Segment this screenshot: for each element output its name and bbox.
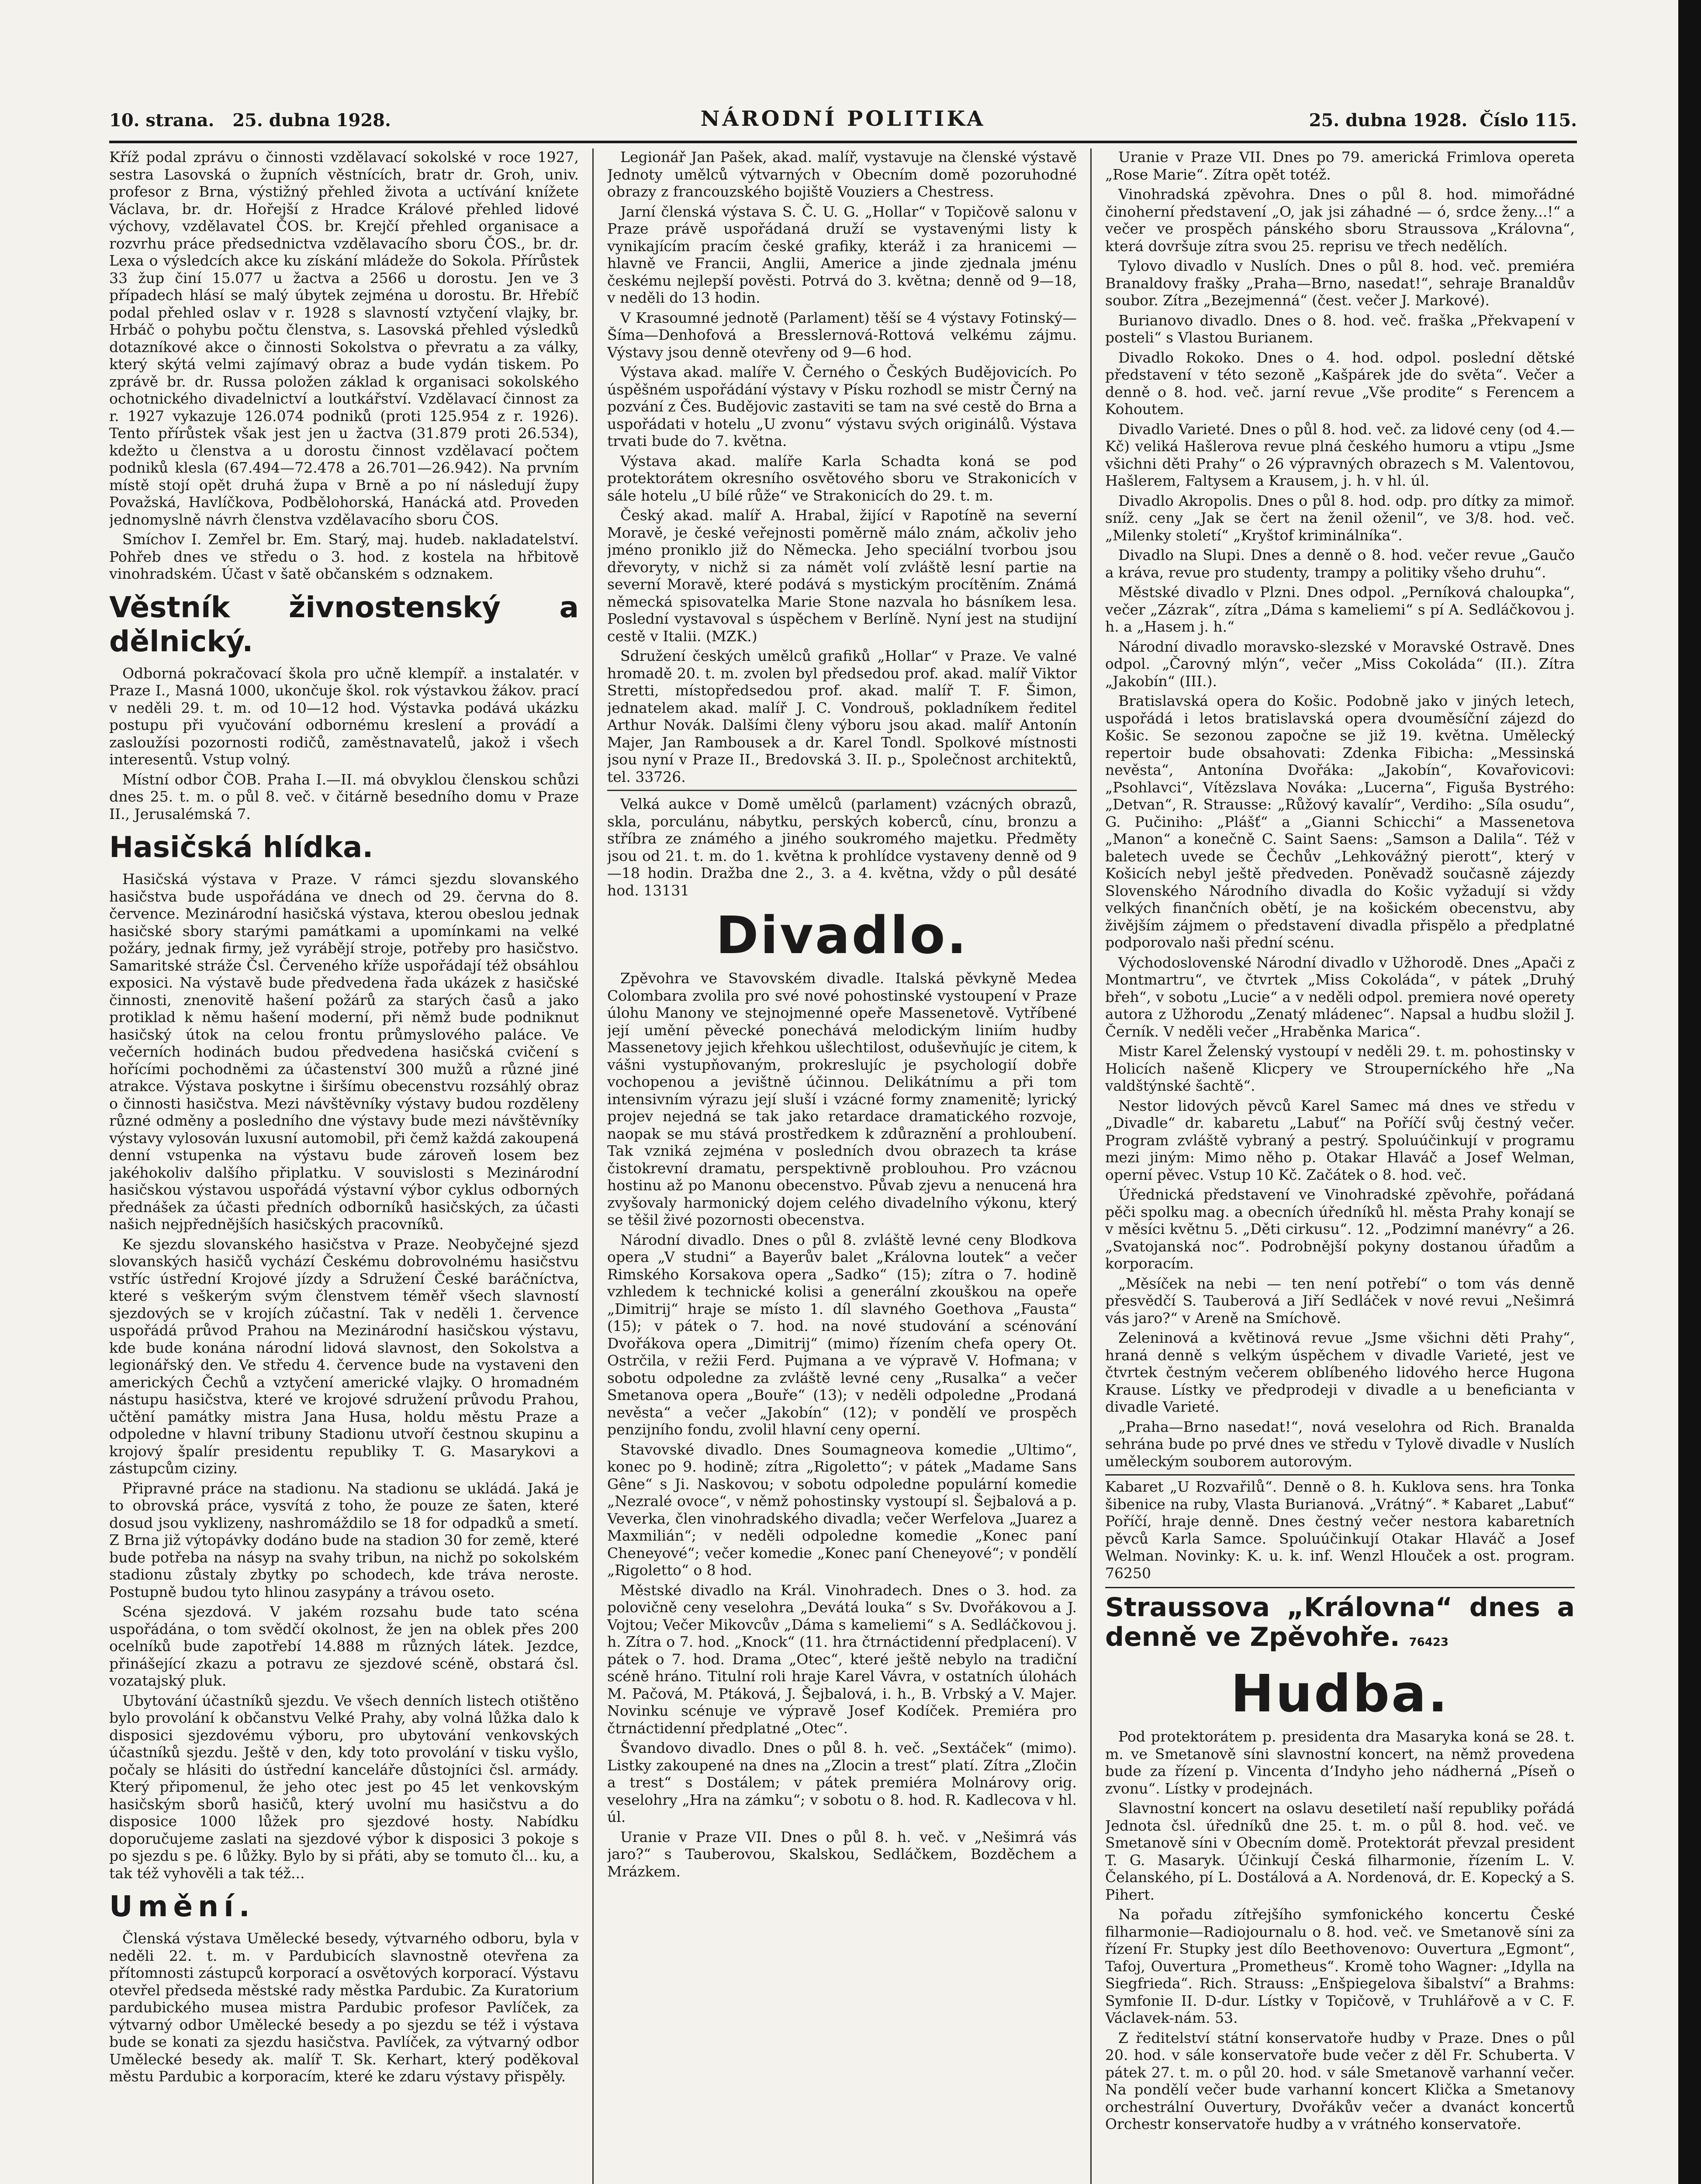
section-heading-trades: Věstník živnostenský a dělnický. <box>109 590 579 658</box>
section-heading-art: Umění. <box>109 1890 255 1923</box>
article-paragraph: Švandovo divadlo. Dnes o půl 8. h. več. „Sextáček“ (mimo). Listky zakoupené na dnes na „Zlocin a trest“ platí. Zítra „Zločin a trest“ s Dostálem; v pátek premiéra Molnárovy orig. veselohry „Hra na zámku“; v sobotu o 8. hod. R. Kadlecova v hl. úl. <box>607 1739 1077 1825</box>
auction-text: Velká aukce v Domě umělců (parlament) vzácných obrazů, skla, porculánu, nábytku, perských koberců, cínu, bronzu a stříbra ze známého a jiného soukromého majetku. Předměty jsou od 21. t. m. do 1. května k prohlídce vystaveny denně od 9—18 hodin. Dražba dne 2., 3. a 4. května, vždy o půl desáté hod. <box>607 795 1077 899</box>
article-paragraph: Hasičská výstava v Praze. V rámci sjezdu slovanského hasičstva bude uspořádána ve dnech od 29. června do 8. července. Mezinárodní hasičská výstava, kterou obeslou jednak hasičské sbory starými památkami a upomínkami na velké požáry, jednak firmy, jež vyrábějí stroje, potřeby pro hasičstvo. Samaritské stráže Čsl. Červeného kříže uspořádají též obsáhlou exposici. Na výstavě bude předvedena řada ukázek z hasičské činnosti, znenovitě hašení požárů za starých časů a jako protiklad k němu hašení moderní, při němž bude podniknut hasičský útok na celou frontu průmyslového paláce. Ve večerních hodinách budou předvedena hasičská cvičení s hořícími pochodněmi za účastenství 300 mužů a různé jiné atrakce. Výstava poskytne i širšímu obecenstvu rozsáhlý obraz o činnosti hasičstva. Mezi návštěvníky výstavy budou rozděleny různé odměny a posledního dne výstavy bude mezi návštěvníky výstavy vylosován luxusní automobil, při čemž každá zakoupená denní vstupenka na výstavu bude zároveň losem bez jakéhokoliv dalšího připlatku. V souvislosti s Mezinárodní hasičskou výstavou uspořádá výstavní výbor cyklus odborných přednášek za účasti předních odborníků hasičských, za účasti našich nejpřednějších hasičských pracovníků. <box>109 871 579 1233</box>
article-paragraph: Národní divadlo moravsko-slezské v Moravské Ostravě. Dnes odpol. „Čarovný mlýn“, večer „Miss Cokoláda“ (II.). Zítra „Jakobín“ (III.). <box>1105 638 1575 690</box>
article-paragraph: Připravné práce na stadionu. Na stadionu se ukládá. Jaká je to obrovská práce, vysvítá z toho, že pouze ze šaten, které dosud jsou vyklizeny, nashromáždilo se 18 for odpadků a smetí. Z Brna již výtopávky dodáno bude na stadion 30 for země, které bude potřeba na násyp na svahy tribun, na nichž po sokolském stadionu zůstaly zbytky po schodech, kde tráva neroste. Postupně budou tyto hlinou zasypány a trávou oseto. <box>109 1479 579 1600</box>
cabaret-advertisement <box>1105 1474 1575 1588</box>
issue-number: Číslo 115. <box>1480 110 1577 131</box>
article-paragraph: „Praha—Brno nasedat!“, nová veselohra od Rich. Branalda sehrána bude po prvé dnes ve středu v Tylově divadle v Nuslích uměleckým souborem autorovým. <box>1105 1418 1575 1470</box>
article-paragraph: Zeleninová a květinová revue „Jsme všichni děti Prahy“, hraná denně s velkým úspěchem v divadle Varieté, jest ve čtvrtek čestným večerem oblíbeného lidového herce Hugona Krause. Lístky ve předprodeji v divadle a u beneficianta v divadle Varieté. <box>1105 1329 1575 1415</box>
column-2 <box>607 149 1077 2184</box>
article-paragraph: Úřednická představení ve Vinohradské zpěvohře, pořádaná pěči spolku mag. a obecních úředníků hl. města Prahy konají se v měsíci květnu 5. „Děti cirkusu“. 12. „Podzimní manévry“ a 26. „Svatojanská noc“. Podrobnější pokyny dostanou úřadům a korporacím. <box>1105 1186 1575 1272</box>
article-paragraph: Zpěvohra ve Stavovském divadle. Italská pěvkyně Medea Colombara zvolila pro své nové pohostinské vystoupení v Praze úlohu Manony ve stejnojmenné opeře Massenetově. Vytříbené její umění pěvecké ponechává melodickým liniím hudby Massenetovy jejich křehkou ušlechtilost, oduševňujíc je citem, k vášni vystupňovaným, prokreslujíc je psychologií dobře vochopenou a jevištně účinnou. Delikátnímu a při tom intensivním výrazu její sluší i vzácné formy znamenitě; lyrický projev nejedná se tak jako retardace dramatického rozvoje, naopak se mu stává prostředkem k zdůraznění a prohloubení. Tak vzniká zejména v posledních dvou obrazech ta kráse čistokrevní dramatu, perspektivně problouhou. Pro vzácnou hostinu až po Manonu obecenstvo. Půvab zjevu a nenucená hra zvyšovaly harmonický dojem celého divadelního výkonu, který se těšil živé pozornosti obecenstva. <box>607 970 1077 1228</box>
article-paragraph: V Krasoumné jednotě (Parlament) těší se 4 výstavy Fotinský—Šíma—Denhofová a Bresslernová-Rottová velkému zájmu. Výstavy jsou denně otevřeny od 9—6 hod. <box>607 309 1077 361</box>
auction-notice <box>607 795 1077 899</box>
article-paragraph: Odborná pokračovací škola pro učně klempíř. a instalatér. v Praze I., Masná 1000, ukončuje škol. rok výstavkou žákov. prací v neděli 29. t. m. od 10—12 hod. Výstavka podává ukázku postupu při vyučování odbornému kreslení a provádí a zasloužísi pozornosti rodičů, zaměstnavatelů, jakož i všech interesentů. Vstup volný. <box>109 664 579 768</box>
column-1 <box>109 149 579 2184</box>
article-paragraph: Pod protektorátem p. presidenta dra Masaryka koná se 28. t. m. ve Smetanově síni slavnostní koncert, na němž provedena bude za řízení p. Vincenta d’Indyho jeho nádherná „Píseň o zvonu“. Lístky v prodejnách. <box>1105 1728 1575 1797</box>
section-heading-theatre: Divadlo. <box>716 905 968 965</box>
article-paragraph: Výstava akad. malíře V. Černého o Českých Budějovicích. Po úspěšném uspořádání výstavy v Písku rozhodl se mistr Černý na pozvání z Čes. Budějovic zastaviti se tam na své cestě do Brna a uspořádati v hotelu „U zvonu“ výstavu svých originálů. Výstava trvati bude do 7. května. <box>607 363 1077 449</box>
newspaper-title: NÁRODNÍ POLITIKA <box>700 107 986 131</box>
article-paragraph: Uranie v Praze VII. Dnes po 79. americká Frimlova opereta „Rose Marie“. Zítra opět totéž. <box>1105 149 1575 183</box>
article-paragraph: Nestor lidových pěvců Karel Samec má dnes ve středu v „Divadle“ dr. kabaretu „Labuť“ na Poříčí svůj čestný večer. Program zvláště vybraný a pestrý. Spoluúčinkují v programu mezi jiným: Mimo něho p. Otakar Hlaváč a Josef Welman, operní pěvec. Vstup 10 Kč. Začátek o 8. hod. več. <box>1105 1097 1575 1183</box>
header-rule <box>109 141 1577 143</box>
page-header <box>109 105 1577 135</box>
article-paragraph: Smíchov I. Zemřel br. Em. Starý, maj. hudeb. nakladatelství. Pohřeb dnes ve středu o 3. hod. z kostela na hřbitově vinohradském. Účast v šatě občanském s odznakem. <box>109 531 579 582</box>
article-paragraph: Bratislavská opera do Košic. Podobně jako v jiných letech, uspořádá i letos bratislavská opera dvouměsíční zájezd do Košic. Se sezonou započne se již 19. května. Umělecký repertoir bude obsahovati: Zdenka Fibicha: „Messinská nevěsta“, Antonína Dvořáka: „Jakobín“, Kovařovicovi: „Psohlavci“, Vítězslava Nováka: „Lucerna“, Figuša Bystrého: „Detvan“, R. Strausse: „Růžový kavalír“, Verdiho: „Síla osudu“, G. Pučiniho: „Plášť“ a „Gianni Schicchi“ a Massenetova „Manon“ a konečně C. Saint Saens: „Samson a Dalila“. Též v baletech uvede se Čechův „Lehkovážný pierott“, který v Košicích nebyl ještě předveden. Poněvadž současně zájezdy Slovenského Národního divadla do Košic vyžadují si vždy velkých finančních obětí, je na košickém obecenstvu, aby živějším zájmem o představení divadla přispělo a předplatné podporovalo naši přední scénu. <box>1105 692 1575 951</box>
article-paragraph: Východoslovenské Národní divadlo v Užhorodě. Dnes „Apači z Montmartru“, ve čtvrtek „Miss Cokoláda“, v pátek „Druhý břeh“, v sobotu „Lucie“ a v neděli odpol. premiera nové operety autora z Užhorodu „Zenatý mládenec“. Napsal a hudbu složil J. Černík. V neděli večer „Hraběnka Marica“. <box>1105 954 1575 1040</box>
ad-number: 76423 <box>1409 1636 1449 1649</box>
article-paragraph: Sdružení českých umělců grafiků „Hollar“ v Praze. Ve valné hromadě 20. t. m. zvolen byl předsedou prof. akad. malíř Viktor Stretti, místopředsedou prof. akad. malíř T. F. Šimon, jednatelem akad. malíř J. C. Vondrouš, pokladníkem ředitel Arthur Novák. Dalšími členy výboru jsou akad. malíř Antonín Majer, Jan Rambousek a dr. Karel Tondl. Spolkové místnosti jsou nyní v Praze II., Bredovská 3. II. p., Společnost architektů, tel. 33726. <box>607 647 1077 785</box>
article-paragraph: Výstava akad. malíře Karla Schadta koná se pod protektorátem okresního osvětového sboru ve Strakonicích v sále hotelu „U bílé růže“ ve Strakonicích do 29. t. m. <box>607 452 1077 504</box>
article-paragraph: Divadlo Varieté. Dnes o půl 8. hod. več. za lidové ceny (od 4.— Kč) veliká Hašlerova revue plná českého humoru a vtipu „Jsme všichni děti Prahy“ o 26 výpravných obrazech s M. Valentovou, Hašlerem, Faltysem a Krausem, j. h. v hl. úl. <box>1105 420 1575 489</box>
article-paragraph: Ubytování účastníků sjezdu. Ve všech denních listech otištěno bylo provolání k občanstvu Velké Prahy, aby volná lůžka dalo k disposici sjezdovému výboru, pro ubytování venkovských účastníků sjezdu. Ještě v den, kdy toto provolání v tisku vyšlo, počaly se hlásiti do ústřední kanceláře důstojníci čsl. armády. Který připomenul, že jeho otec jest po 45 let venkovským hasičským sborů hasičů, který uvolní mu hasičstvu a do disposice 1000 lůžek pro sjezdové hosty. Nabídku doporučujeme zaslati na sjezdové výbor k disposici 3 pokoje s po sjezdu s pe. 6 lůžky. Bylo by si přáti, aby se tomuto čl... ku, a tak též vyhověli a tak též... <box>109 1692 579 1882</box>
page-number: 10. strana. <box>109 110 214 131</box>
article-paragraph: „Měsíček na nebi — ten není potřebí“ o tom vás denně přesvědčí S. Tauberová a Jiří Sedláček v nové revui „Nešimrá vás jaro?“ v Areně na Smíchově. <box>1105 1275 1575 1327</box>
strauss-advertisement <box>1105 1593 1575 1657</box>
ad-number: 76250 <box>1105 1564 1151 1582</box>
column-rule-2 <box>1090 149 1092 2184</box>
article-paragraph: Burianovo divadlo. Dnes o 8. hod. več. fraška „Překvapení v posteli“ s Vlastou Burianem. <box>1105 311 1575 346</box>
article-paragraph: Kříž podal zprávu o činnosti vzdělavací sokolské v roce 1927, sestra Lasovská o župních věstnících, bratr dr. Groh, univ. profesor z Brna, výstižný přehled života a uctívání knížete Václava, br. dr. Hořejší z Hradce Králové přehled lidové výchovy, vzdělavatel ČOS. br. Krejčí přehled organisace a rozvrhu práce předsednictva vzdělavacího sboru ČOS., br. dr. Lexa o výsledcích akce ku získání mládeže do Sokola. Přírůstek 33 žup činí 15.077 u žactva a 2566 u dorostu. Jen ve 3 případech hlásí se malý úbytek zejména u dorostu. Br. Hřebíč podal přehled oslav v r. 1928 s slavností vztyčení vlajky, br. Hrbáč o pohybu počtu členstva, s. Lasovská přehled výsledků dotazníkové akce o činnosti Sokolstva o převratu a za války, který skýtá velmi zajímavý obraz a bude vydán tiskem. Po zprávě br. dr. Russa položen základ k organisaci sokolského ochotnického divadelnictví a loutkářství. Vzdělavací činnost za r. 1927 vykazuje 126.074 podniků (proti 125.954 z r. 1926). Tento přírůstek však jest jen u žactva (31.879 proti 26.534), kdežto u členstva a u dorostu činnost vzdělavací počtem podniků klesla (67.494—72.478 a 26.701—26.942). Na prvním místě stojí opět druhá župa v Brně a po ní následují župy Považská, Havlíčkova, Podbělohorská, Hanácká atd. Proveden jednomyslně návrh členstva vzdělavacího sboru ČOS. <box>109 149 579 528</box>
header-date-right: 25. dubna 1928. <box>1309 110 1468 131</box>
article-paragraph: Místní odbor ČOB. Praha I.—II. má obvyklou členskou schůzi dnes 25. t. m. o půl 8. več. v čitárně besedního domu v Praze II., Jerusalémská 7. <box>109 771 579 822</box>
article-paragraph: Z ředitelství státní konservatoře hudby v Praze. Dnes o půl 20. hod. v sále konservatoře bude večer z děl Fr. Schuberta. V pátek 27. t. m. o půl 20. hod. v sále Smetanově varhanní večer. Na pondělí večer bude varhanní koncert Klička a Smetanovy orchestrální Ouvertury, Dvořákův večer a dvanáct koncertů Orchestr konservatoře hudby a v vrátného konservatoře. <box>1105 2029 1575 2132</box>
scan-edge <box>1678 0 1701 2184</box>
article-paragraph: Tylovo divadlo v Nuslích. Dnes o půl 8. hod. več. premiéra Branaldovy frašky „Praha—Brno, nasedat!“, sehraje Branaldův soubor. Zítra „Bezejmenná“ (čest. večer J. Markové). <box>1105 257 1575 309</box>
article-paragraph: Městské divadlo na Král. Vinohradech. Dnes o 3. hod. za polovičně ceny veselohra „Devátá louka“ s Sv. Dvořákovou a J. Vojtou; Večer Mikovcův „Dáma s kameliemi“ s A. Sedláčkovou j. h. Zítra o 7. hod. „Knock“ (11. hra čtrnáctidenní předplacení). V pátek o 7. hod. Drama „Otec“, které ještě nebylo na tradiční scéně hráno. Titulní roli hraje Karel Vávra, v ostatních úlohách M. Pačová, M. Ptáková, J. Šejbalová, i. h., B. Vrbský a V. Majer. Novinku scénuje ve výpravě Josef Kodíček. Premiéra pro čtrnáctidenní předplatné „Otec“. <box>607 1581 1077 1737</box>
article-paragraph: Uranie v Praze VII. Dnes o půl 8. h. več. v „Nešimrá vás jaro?“ s Tauberovou, Skalskou, Sedláčkem, Bozděchem a Mrázkem. <box>607 1828 1077 1880</box>
ad-headline: Straussova „Královna“ dnes a denně ve Zpěvohře. <box>1105 1592 1575 1652</box>
section-heading-music: Hudba. <box>1231 1663 1449 1724</box>
article-paragraph: Městské divadlo v Plzni. Dnes odpol. „Perníková chaloupka“, večer „Zázrak“, zítra „Dáma s kameliemi“ s pí A. Sedláčkovou j. h. a „Hasem j. h.“ <box>1105 584 1575 635</box>
article-paragraph: Legionář Jan Pašek, akad. malíř, vystavuje na členské výstavě Jednoty umělců výtvarných v Obecním domě pozoruhodné obrazy z francouzského bojiště Vouziers a Chestress. <box>607 149 1077 200</box>
ad-body: Kabaret „U Rozvařilů“. Denně o 8. h. Kuklova sens. hra Tonka šibenice na ruby, Vlasta Burianová. „Vrátný“. * Kabaret „Labuť“ Poříčí, hraje denně. Dnes čestný večer nestora kabaretních pěvců Karla Samce. Spoluúčinkují Otakar Hlaváč a Josef Welman. Novinky: K. u. k. inf. Wenzl Hlouček a ost. program. <box>1105 1478 1575 1564</box>
column-rule-1 <box>592 149 594 2184</box>
column-3 <box>1105 149 1575 2184</box>
article-paragraph: Slavnostní koncert na oslavu desetiletí naší republiky pořádá Jednota čsl. úředníků dne 25. t. m. o půl 8. hod. več. ve Smetanově síni v Obecním domě. Protektorát převzal president T. G. Masaryk. Účinkují Česká filharmonie, řízením L. V. Čelanského, pí L. Dostálová a A. Nordenová, dr. E. Kopecký a S. Pihert. <box>1105 1800 1575 1903</box>
article-paragraph: Divadlo Akropolis. Dnes o půl 8. hod. odp. pro dítky za mimoř. sníž. ceny „Jak se čert na ženil oženil“, ve 3/8. hod. več. „Milenky století“ „Kryštof kriminálníka“. <box>1105 492 1575 544</box>
article-paragraph: Na pořadu zítřejšího symfonického koncertu České filharmonie—Radiojournalu o 8. hod. več. ve Smetanově síni za řízení Fr. Stupky jest dílo Beethovenovo: Ouvertura „Egmont“, Tafoj, Ouvertura „Prometheus“. Kromě toho Wagner: „Idylla na Siegfrieda“. Rich. Strauss: „Enšpiegelova šibalství“ a Brahms: Symfonie II. D-dur. Lístky v Topičově, v Truhlářově a v C. F. Václavek-nám. 53. <box>1105 1906 1575 2026</box>
header-right <box>1309 110 1577 131</box>
ad-number: 13131 <box>643 881 690 899</box>
article-paragraph: Ke sjezdu slovanského hasičstva v Praze. Neobyčejné sjezd slovanských hasičů vychází Českému dobrovolnému hasičstvu vstříc ústřední Krojové jízdy a Sdružení České baráčníctva, které s veškerým svým členstvem téměř všech slavností sjezdových se v krojích zúčastní. Tak v neděli 1. července uspořádá průvod Prahou na Mezinárodní hasičskou výstavu, kde bude konána národní lidová slavnost, den Sokolstva a legionářský den. Ve středu 4. července bude na vystaveni den amerických Čechů a vztyčení americké vlajky. O hromadném nástupu hasičstva, které ve krojové sdružení průvodu Prahou, učtění památky mistra Jana Husa, holdu městu Praze a odpoledne v hlavní tribuny Stadionu utvoří čestnou skupinu a krojový špalír presidentu republiky T. G. Masarykovi a zástupcům ciziny. <box>109 1235 579 1477</box>
separator <box>607 790 1077 791</box>
ad-text <box>1105 1478 1575 1582</box>
newspaper-page <box>109 105 1577 2184</box>
header-date-left: 25. dubna 1928. <box>232 110 391 131</box>
article-paragraph: Scéna sjezdová. V jakém rozsahu bude tato scéna uspořádána, o tom svědčí okolnost, že jen na oblek přes 200 ocelníků bude zapotřebí 14.888 m různých látek. Jezdce, přinášející zkazu a potravu ze sjezdové scéně, obstará čsl. vozatajský pluk. <box>109 1603 579 1689</box>
article-paragraph: Divadlo Rokoko. Dnes o 4. hod. odpol. poslední dětské představení v této sezoně „Kašpárek jde do světa“. Večer a denně o 8. hod. več. jarní revue „Vše prodite“ s Ferencem a Kohoutem. <box>1105 349 1575 418</box>
article-paragraph: Národní divadlo. Dnes o půl 8. zvláště levné ceny Blodkova opera „V studni“ a Bayerův balet „Královna loutek“ a večer Rimského Korsakova opera „Sadko“ (15); zítra o 7. hodině vzhledem k technické kolisi a generální zkouškou na opeře „Dimitrij“ hraje se místo 1. díl slavného Goethova „Fausta“ (15); v pátek o 7. hod. na nové studování a scénování Dvořákova opera „Dimitrij“ (mimo) řízením chefa opery Ot. Ostrčila, v režii Ferd. Pujmana a ve výpravě V. Hofmana; v sobotu odpoledne za zvláště levné ceny „Rusalka“ a večer Smetanova opera „Bouře“ (13); v neděli odpoledne „Prodaná nevěsta“ a večer „Jakobín“ (12); v pondělí ve prospěch penzijního fondu, zvolil hlavní ceny operní. <box>607 1231 1077 1438</box>
article-paragraph: Mistr Karel Želenský vystoupí v neděli 29. t. m. pohostinsky v Holicích našeně Klicpery ve Strouperníckého hře „Na valdštýnské šachtě“. <box>1105 1043 1575 1094</box>
section-heading-firefighters: Hasičská hlídka. <box>109 830 373 864</box>
article-paragraph: Jarní členská výstava S. Č. U. G. „Hollar“ v Topičově salonu v Praze právě uspořádaná druží se vystavenými listy k vynikajícím pracím české grafiky, kteráž i za hranicemi — hlavně ve Francii, Anglii, Americe a jinde zjednala jménu českému nejlepší pověsti. Potrvá do 3. května; denně od 9—18, v neděli do 13 hodin. <box>607 203 1077 306</box>
article-paragraph: Český akad. malíř A. Hrabal, žijící v Rapotíně na severní Moravě, je české veřejnosti poměrně málo znám, ačkoliv jeho jméno proniklo již do Německa. Jeho speciální tvorbou jsou dřevoryty, v nichž si za námět volí zvláště lesní partie na severní Moravě, které podává s mystickým procítěním. Známá německá spisovatelka Marie Stone nazvala ho básníkem lesa. Poslední vystavoval s úspěchem v Berlíně. Nyní jest na studijní cestě v Italii. (MZK.) <box>607 507 1077 645</box>
article-paragraph: Členská výstava Umělecké besedy, výtvarného odboru, byla v neděli 22. t. m. v Pardubicích slavnostně otevřena za přítomnosti zástupců korporací a osvětových korporací. Výstavu otevřel předseda městské rady městka Pardubic. Za Kuratorium pardubického musea mistra Pardubic profesor Pavlíček, za výtvarný odbor Umělecké besedy a po sjezdu se též i výstava bude se konati za sjezdu hasičstva. Pavlíček, za výtvarný odbor Umělecké besedy ak. malíř T. Sk. Kerhart, který poděkoval městu Pardubic a korporacím, které ke zdaru výstavy přispěly. <box>109 1930 579 2085</box>
article-paragraph: Vinohradská zpěvohra. Dnes o půl 8. hod. mimořádné činoherní představení „O, jak jsi záhadné — ó, srdce ženy...!“ a večer ve prospěch pánského sboru Straussova „Královna“, která dovršuje zítra svou 25. reprisu ve třech nedělích. <box>1105 186 1575 255</box>
article-paragraph: Divadlo na Slupi. Dnes a denně o 8. hod. večer revue „Gaučo a kráva, revue pro studenty, trampy a politiky všeho druhu“. <box>1105 546 1575 581</box>
article-paragraph: Stavovské divadlo. Dnes Soumagneova komedie „Ultimo“, konec po 9. hodině; zítra „Rigoletto“; v pátek „Madame Sans Gêne“ s Ji. Naskovou; v sobotu odpoledne populární komedie „Nezralé ovoce“, v němž pohostinsky vystoupí sl. Šejbalová a p. Veverka, člen vinohradského divadla; večer Werfelova „Juarez a Maxmilián“; v neděli odpoledne komedie „Konec paní Cheneyové“; večer komedie „Konec paní Cheneyové“; v pondělí „Rigoletto“ o 8 hod. <box>607 1441 1077 1579</box>
